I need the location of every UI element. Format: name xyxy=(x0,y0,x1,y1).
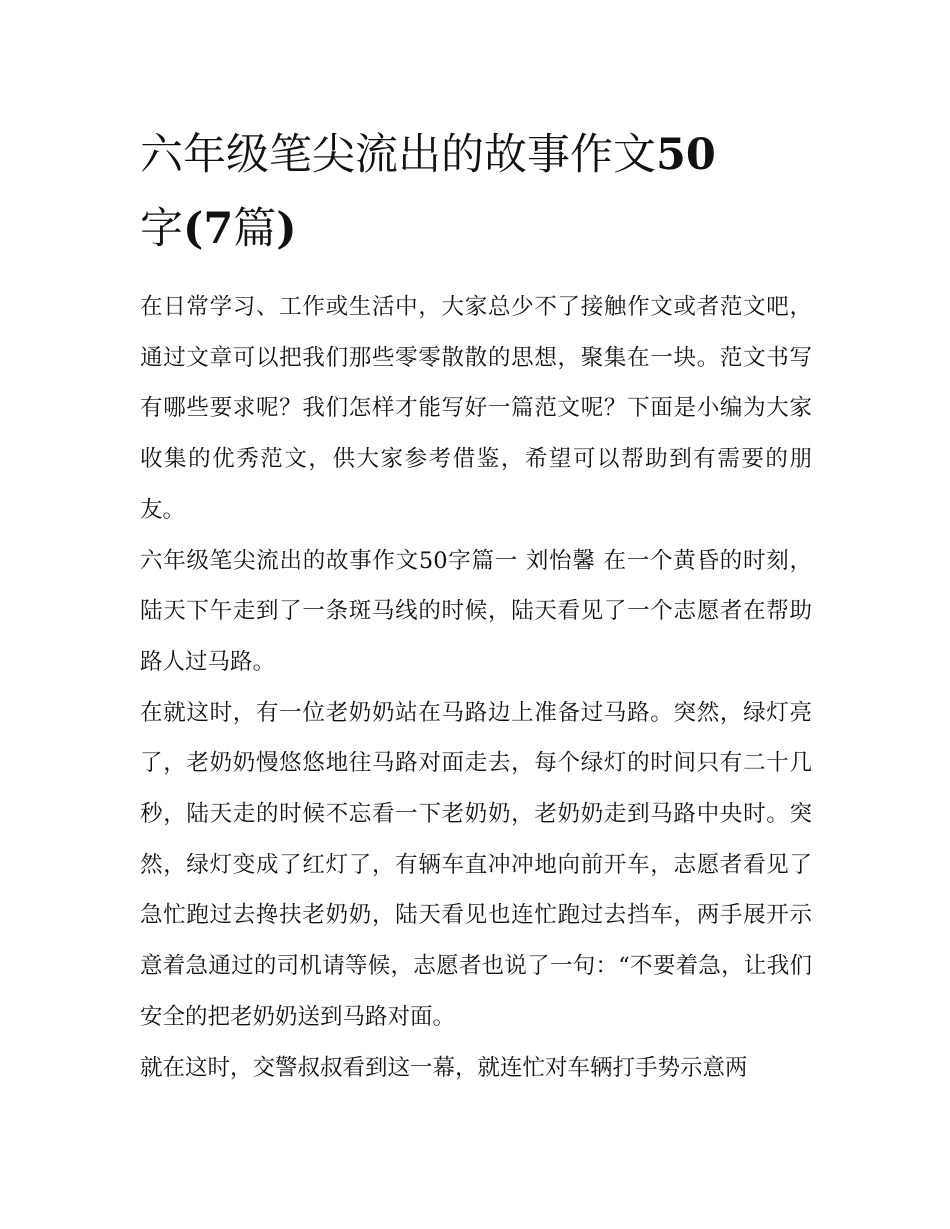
document-content xyxy=(140,118,812,1093)
title-paren-close: ) xyxy=(276,204,297,254)
paragraph-story-2: 在就这时，有一位老奶奶站在马路边上准备过马路。突然，绿灯亮了，老奶奶慢悠悠地往马路对面走去，每个绿灯的时间只有二十几秒，陆天走的时候不忘看一下老奶奶，老奶奶走到马路中央时。突然，绿灯变成了红灯了，有辆车直冲冲地向前开车，志愿者看见了急忙跑过去搀扶老奶奶，陆天看见也连忙跑过去挡车，两手展开示意着急通过的司机请等候，志愿者也说了一句：“不要着急，让我们安全的把老奶奶送到马路对面。 xyxy=(140,699,812,1030)
title-number: 50 xyxy=(656,130,716,180)
title-paren-open: (7 xyxy=(183,204,234,254)
document-title xyxy=(140,118,812,266)
paragraph-story-1: 六年级笔尖流出的故事作文50字篇一 刘怡馨 在一个黄昏的时刻，陆天下午走到了一条斑马线的时候，陆天看见了一个志愿者在帮助路人过马路。 xyxy=(140,547,812,675)
title-part-3: 篇 xyxy=(233,204,277,254)
title-part-2: 字 xyxy=(140,204,183,254)
title-part-1: 六年级笔尖流出的故事作文 xyxy=(140,130,656,180)
paragraph-intro: 在日常学习、工作或生活中，大家总少不了接触作文或者范文吧，通过文章可以把我们那些零零散散的思想，聚集在一块。范文书写有哪些要求呢？我们怎样才能写好一篇范文呢？下面是小编为大家收集的优秀范文，供大家参考借鉴，希望可以帮助到有需要的朋友。 xyxy=(140,294,812,523)
paragraph-story-3: 就在这时，交警叔叔看到这一幕，就连忙对车辆打手势示意两 xyxy=(140,1054,748,1081)
